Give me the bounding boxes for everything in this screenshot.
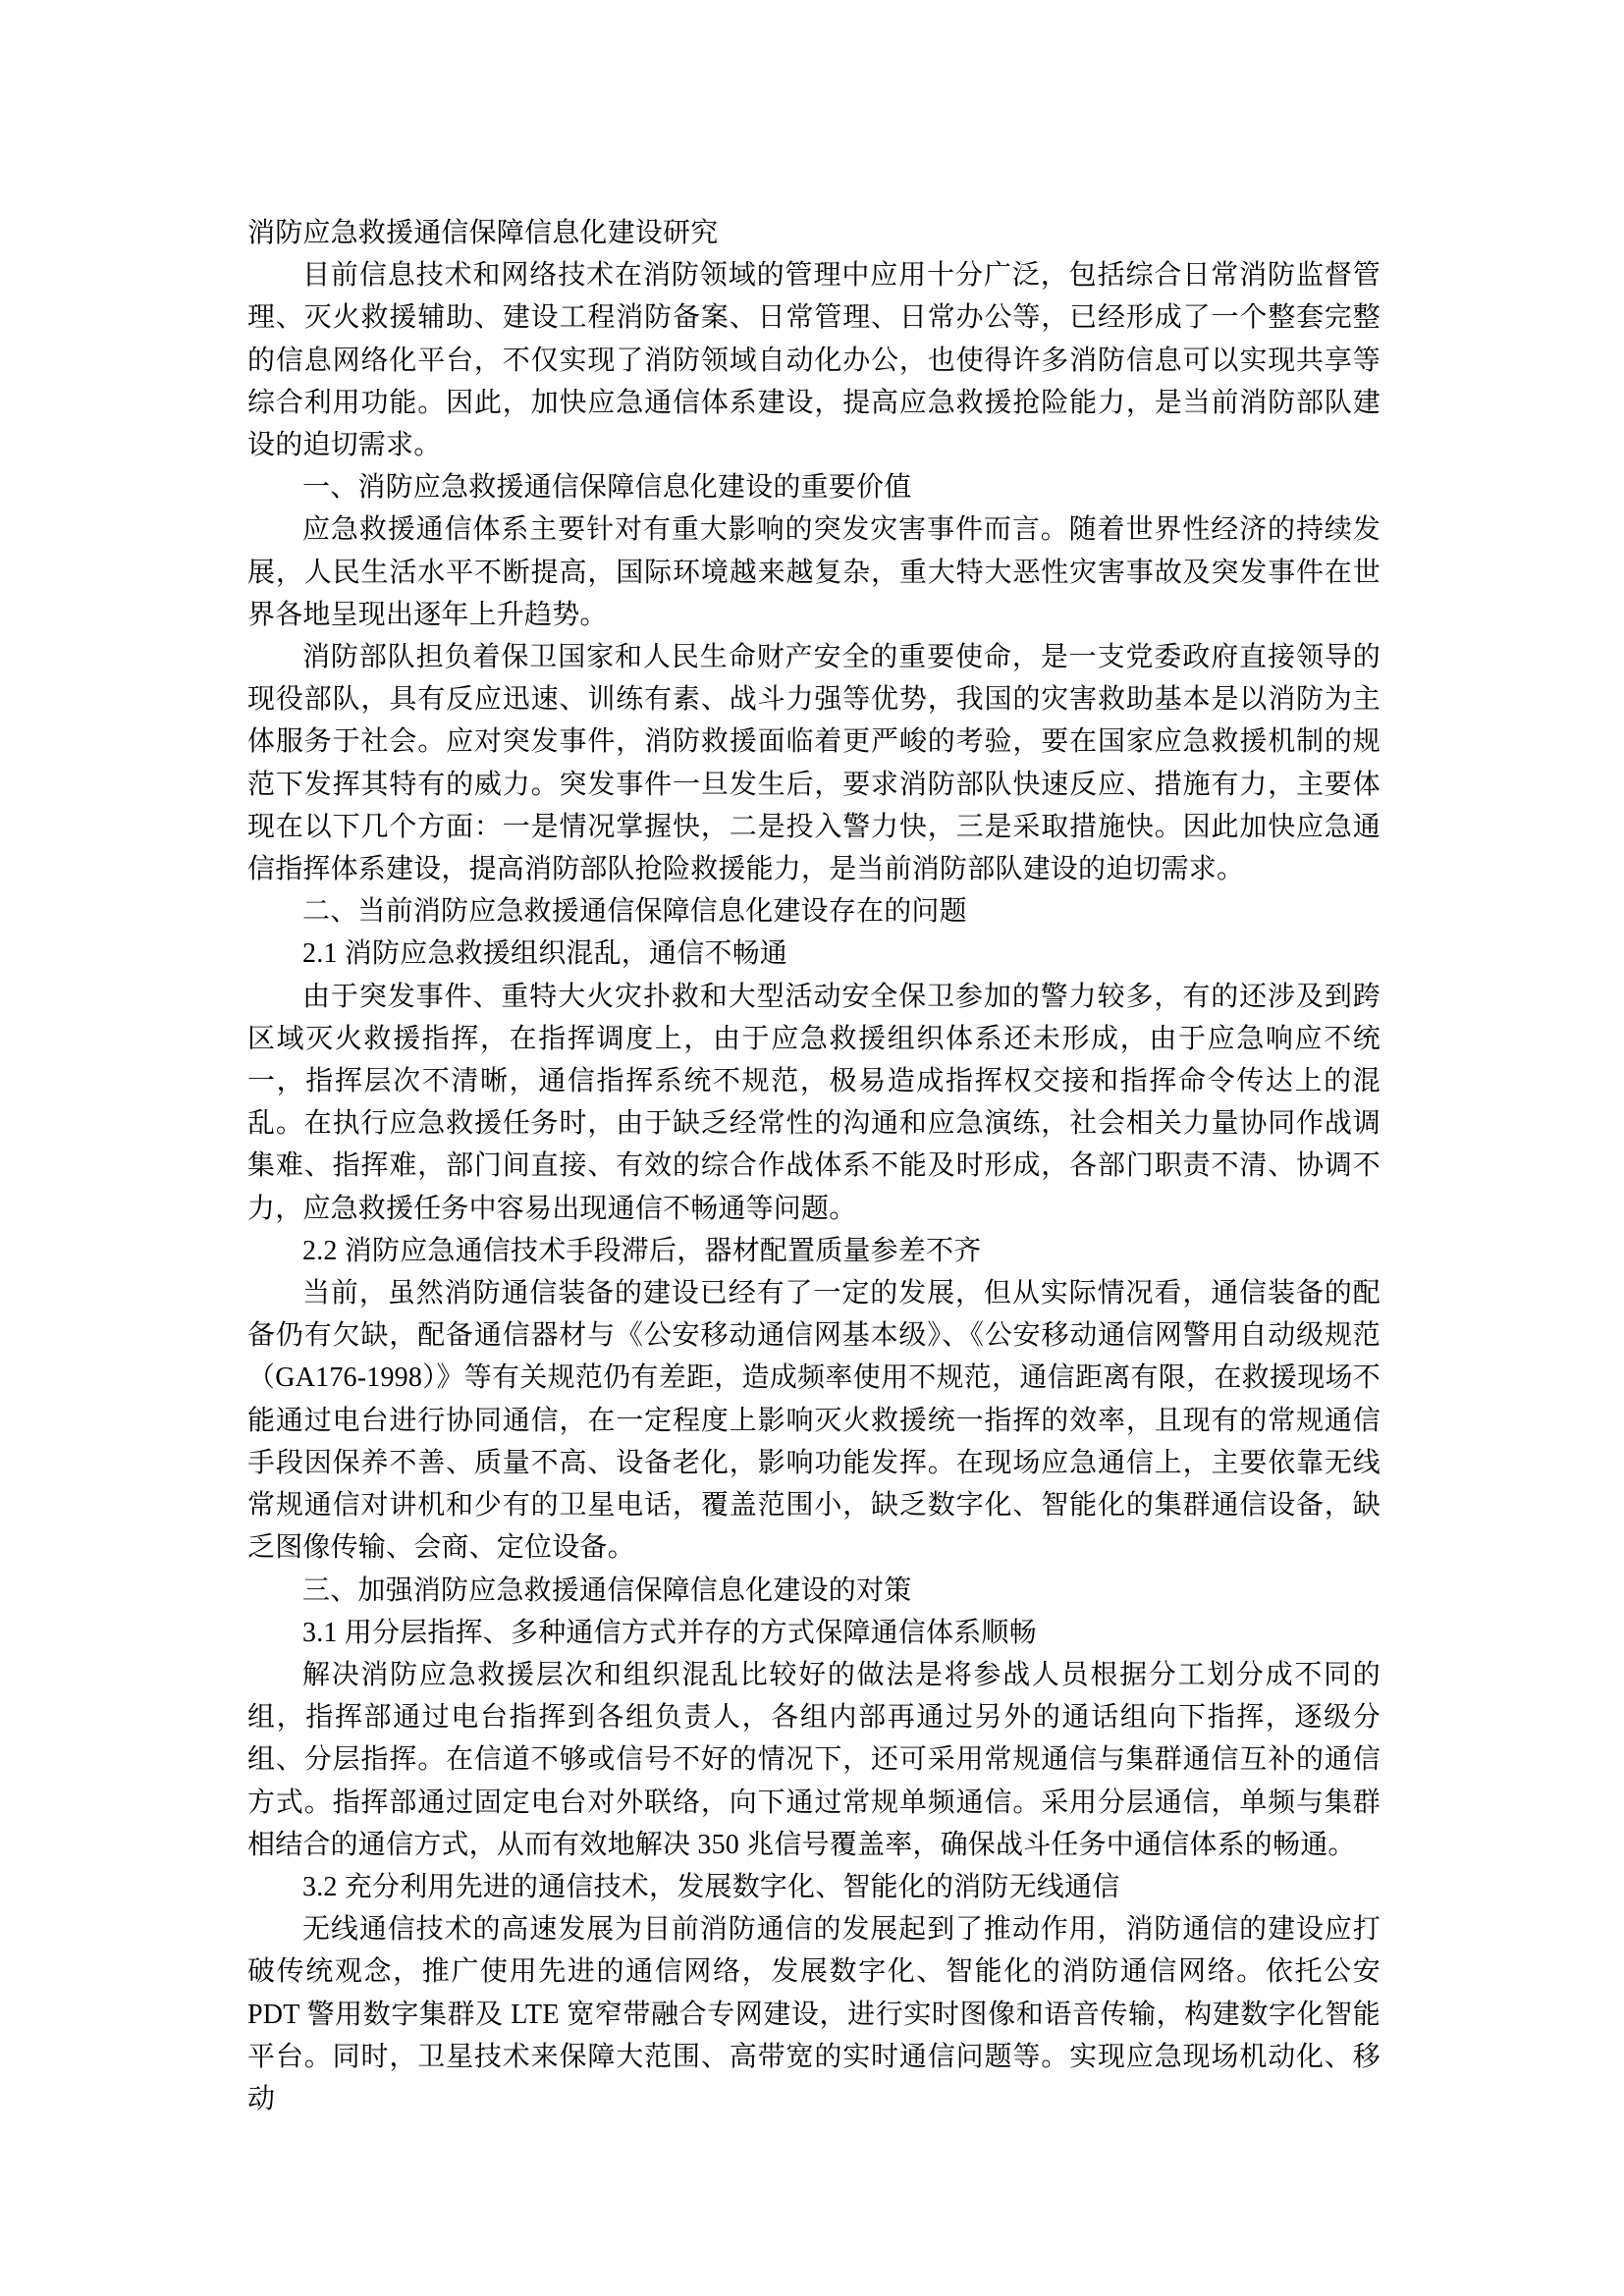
paragraph: 消防部队担负着保卫国家和人民生命财产安全的重要使命，是一支党委政府直接领导的现役部队，具有反应迅速、训练有素、战斗力强等优势，我国的灾害救助基本是以消防为主体服务于社会。应对突发事件，消防救援面临着更严峻的考验，要在国家应急救援机制的规范下发挥其特有的威力。突发事件一旦发生后，要求消防部队快速反应、措施有力，主要体现在以下几个方面：一是情况掌握快，二是投入警力快，三是采取措施快。因此加快应急通信指挥体系建设，提高消防部队抢险救援能力，是当前消防部队建设的迫切需求。 [247, 642, 1380, 885]
section-heading: 2.1 消防应急救援组织混乱，通信不畅通 [302, 938, 788, 970]
section-heading: 三、加强消防应急救援通信保障信息化建设的对策 [302, 1575, 912, 1606]
section-heading: 二、当前消防应急救援通信保障信息化建设存在的问题 [302, 896, 967, 928]
document-content [247, 212, 1380, 2120]
paragraph: 由于突发事件、重特大火灾扑救和大型活动安全保卫参加的警力较多，有的还涉及到跨区域灭火救援指挥，在指挥调度上，由于应急救援组织体系还未形成，由于应急响应不统一，指挥层次不清晰，通信指挥系统不规范，极易造成指挥权交接和指挥命令传达上的混乱。在执行应急救援任务时，由于缺乏经常性的沟通和应急演练，社会相关力量协同作战调集难、指挥难，部门间直接、有效的综合作战体系不能及时形成，各部门职责不清、协调不力，应急救援任务中容易出现通信不畅通等问题。 [247, 981, 1380, 1224]
paragraph: 目前信息技术和网络技术在消防领域的管理中应用十分广泛，包括综合日常消防监督管理、灭火救援辅助、建设工程消防备案、日常管理、日常办公等，已经形成了一个整套完整的信息网络化平台，不仅实现了消防领域自动化办公，也使得许多消防信息可以实现共享等综合利用功能。因此，加快应急通信体系建设，提高应急救援抢险能力，是当前消防部队建设的迫切需求。 [247, 260, 1380, 461]
section-heading: 一、消防应急救援通信保障信息化建设的重要价值 [302, 472, 912, 504]
paragraph: 无线通信技术的高速发展为目前消防通信的发展起到了推动作用，消防通信的建设应打破传统观念，推广使用先进的通信网络，发展数字化、智能化的消防通信网络。依托公安 PDT 警用数字集群及 LTE 宽窄带融合专网建设，进行实时图像和语音传输，构建数字化智能平台。同时，卫星技术来保障大范围、高带宽的实时通信问题等。实现应急现场机动化、移动 [247, 1914, 1380, 2114]
paragraph: 应急救援通信体系主要针对有重大影响的突发灾害事件而言。随着世界性经济的持续发展，人民生活水平不断提高，国际环境越来越复杂，重大特大恶性灾害事故及突发事件在世界各地呈现出逐年上升趋势。 [247, 514, 1380, 630]
paragraph: 解决消防应急救援层次和组织混乱比较好的做法是将参战人员根据分工划分成不同的组，指挥部通过电台指挥到各组负责人，各组内部再通过另外的通话组向下指挥，逐级分组、分层指挥。在信道不够或信号不好的情况下，还可采用常规通信与集群通信互补的通信方式。指挥部通过固定电台对外联络，向下通过常规单频通信。采用分层通信，单频与集群相结合的通信方式，从而有效地解决 350 兆信号覆盖率，确保战斗任务中通信体系的畅通。 [247, 1659, 1380, 1860]
section-heading: 3.1 用分层指挥、多种通信方式并存的方式保障通信体系顺畅 [302, 1617, 1037, 1648]
section-heading: 2.2 消防应急通信技术手段滞后，器材配置质量参差不齐 [302, 1235, 982, 1266]
paragraph: 当前，虽然消防通信装备的建设已经有了一定的发展，但从实际情况看，通信装备的配备仍有欠缺，配备通信器材与《公安移动通信网基本级》、《公安移动通信网警用自动级规范（GA176-1998）》等有关规范仍有差距，造成频率使用不规范，通信距离有限，在救援现场不能通过电台进行协同通信，在一定程度上影响灭火救援统一指挥的效率，且现有的常规通信手段因保养不善、质量不高、设备老化，影响功能发挥。在现场应急通信上，主要依靠无线常规通信对讲机和少有的卫星电话，覆盖范围小，缺乏数字化、智能化的集群通信设备，缺乏图像传输、会商、定位设备。 [247, 1278, 1380, 1564]
document-title: 消防应急救援通信保障信息化建设研究 [247, 218, 719, 248]
section-heading: 3.2 充分利用先进的通信技术，发展数字化、智能化的消防无线通信 [302, 1871, 1120, 1902]
